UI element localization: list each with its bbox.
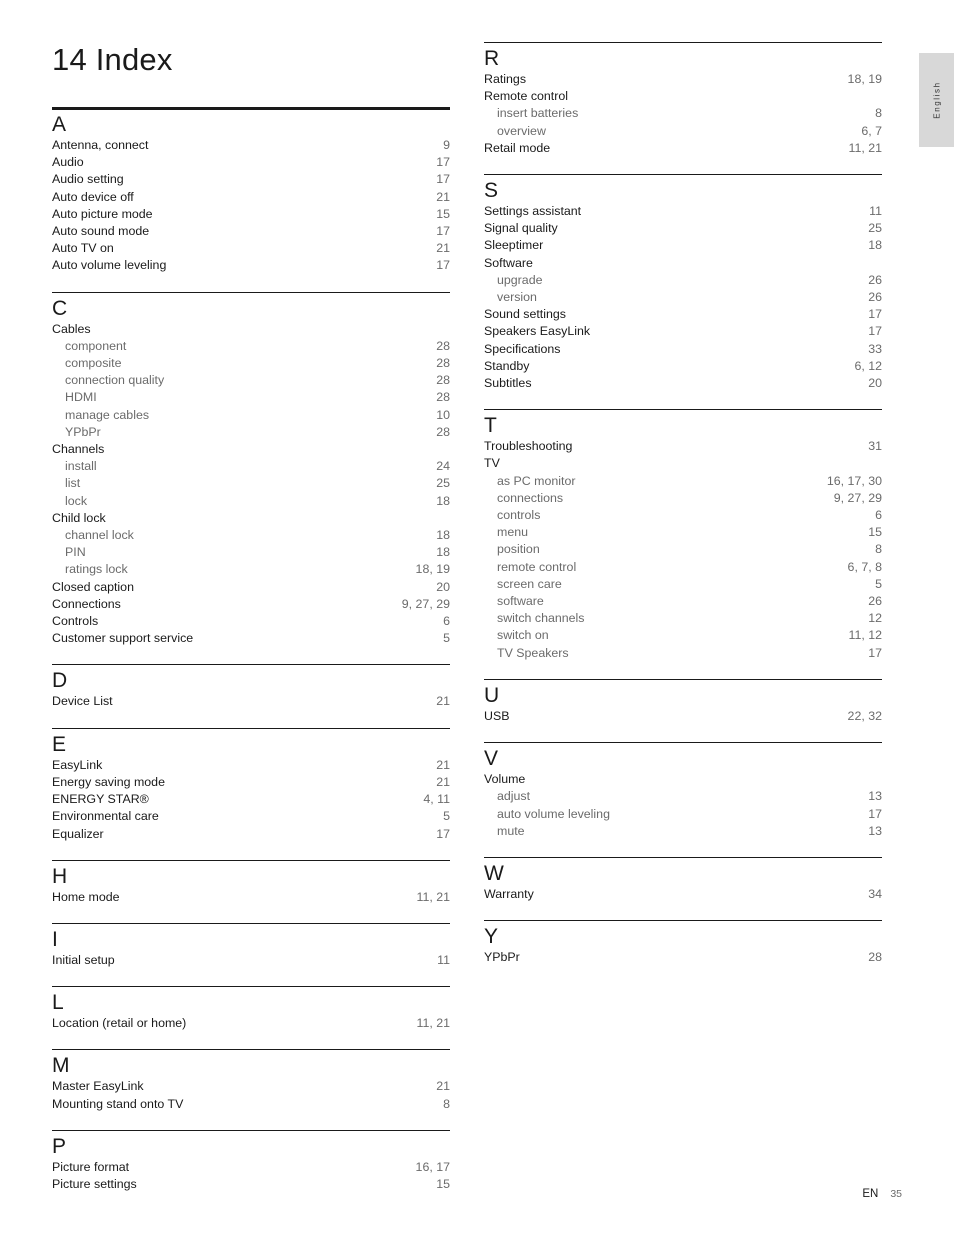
entry-label: Standby bbox=[484, 358, 530, 373]
entry-pages: 18 bbox=[868, 238, 882, 253]
index-entry bbox=[52, 1176, 450, 1193]
index-subentry bbox=[484, 473, 882, 490]
index-entry bbox=[484, 237, 882, 254]
index-entry bbox=[52, 206, 450, 223]
entry-pages: 31 bbox=[868, 439, 882, 454]
entry-label: Antenna, connect bbox=[52, 138, 149, 152]
entry-label: Troubleshooting bbox=[484, 439, 573, 454]
entry-label: menu bbox=[497, 525, 528, 540]
section-letter: U bbox=[484, 683, 500, 707]
index-subentry bbox=[484, 507, 882, 524]
index-entry bbox=[52, 774, 450, 791]
entry-pages: 17 bbox=[436, 258, 450, 273]
index-entry bbox=[484, 323, 882, 340]
entry-label: connection quality bbox=[65, 373, 165, 388]
entry-pages: 33 bbox=[868, 341, 882, 356]
index-section-u bbox=[484, 679, 882, 725]
entry-pages: 22, 32 bbox=[847, 708, 882, 723]
entry-pages: 11, 21 bbox=[416, 1016, 450, 1031]
index-entry bbox=[484, 358, 882, 375]
entry-label: Warranty bbox=[484, 886, 534, 901]
entry-pages: 26 bbox=[868, 594, 882, 609]
entry-label: Connections bbox=[52, 596, 121, 611]
entry-pages: 9, 27, 29 bbox=[833, 490, 882, 505]
entry-label: controls bbox=[497, 508, 541, 523]
entry-label: Customer support service bbox=[52, 631, 194, 646]
index-entry bbox=[52, 510, 450, 527]
entry-label: channel lock bbox=[65, 528, 134, 543]
entry-pages: 17 bbox=[868, 806, 882, 821]
entry-label: remote control bbox=[497, 559, 577, 574]
entry-pages: 6, 12 bbox=[854, 358, 882, 373]
index-section-l bbox=[52, 986, 450, 1032]
index-subentry bbox=[484, 593, 882, 610]
entry-label: Signal quality bbox=[484, 221, 558, 236]
entry-label: manage cables bbox=[65, 407, 150, 422]
index-entry bbox=[52, 613, 450, 630]
entry-label: auto volume leveling bbox=[497, 806, 610, 821]
index-section-e bbox=[52, 728, 450, 843]
index-subentry bbox=[52, 407, 450, 424]
index-entry bbox=[484, 220, 882, 237]
entry-label: install bbox=[65, 459, 97, 474]
index-entry bbox=[484, 71, 882, 88]
entry-label: Software bbox=[484, 255, 533, 270]
index-entry bbox=[52, 223, 450, 240]
index-entry bbox=[484, 771, 882, 788]
index-entry bbox=[52, 952, 450, 969]
entry-label: Ratings bbox=[484, 72, 527, 86]
index-subentry bbox=[52, 493, 450, 510]
index-entry bbox=[484, 341, 882, 358]
entry-label: Child lock bbox=[52, 510, 106, 525]
index-entry bbox=[484, 88, 882, 105]
entry-label: TV bbox=[484, 456, 500, 471]
entry-pages: 11, 12 bbox=[848, 628, 882, 643]
entry-pages: 15 bbox=[436, 206, 450, 221]
section-letter: M bbox=[52, 1054, 70, 1078]
entry-label: Home mode bbox=[52, 889, 120, 904]
entry-label: Device List bbox=[52, 694, 113, 709]
entry-pages: 13 bbox=[868, 823, 882, 838]
entry-pages: 5 bbox=[443, 631, 450, 646]
entry-label: Auto device off bbox=[52, 189, 134, 204]
index-subentry bbox=[52, 458, 450, 475]
index-subentry bbox=[484, 559, 882, 576]
index-subentry bbox=[484, 105, 882, 122]
entry-label: Specifications bbox=[484, 341, 561, 356]
entry-label: Master EasyLink bbox=[52, 1079, 144, 1094]
index-section-y bbox=[484, 920, 882, 966]
entry-label: Location (retail or home) bbox=[52, 1016, 187, 1031]
page-footer bbox=[862, 1188, 902, 1200]
index-entry bbox=[52, 189, 450, 206]
page-title: 14 Index bbox=[52, 42, 173, 77]
index-subentry bbox=[484, 123, 882, 140]
index-entry bbox=[52, 693, 450, 710]
entry-label: overview bbox=[497, 123, 546, 138]
index-subentry bbox=[52, 355, 450, 372]
entry-label: mute bbox=[497, 823, 525, 838]
entry-pages: 28 bbox=[436, 356, 450, 371]
section-letter: C bbox=[52, 296, 68, 320]
entry-pages: 6, 7, 8 bbox=[847, 559, 882, 574]
index-section-v bbox=[484, 742, 882, 840]
entry-label: Environmental care bbox=[52, 809, 159, 824]
entry-pages: 5 bbox=[443, 809, 450, 824]
entry-label: composite bbox=[65, 356, 122, 371]
entry-label: Equalizer bbox=[52, 826, 104, 841]
entry-pages: 20 bbox=[436, 579, 450, 594]
index-subentry bbox=[52, 475, 450, 492]
entry-pages: 11, 21 bbox=[848, 140, 882, 155]
index-entry bbox=[52, 137, 450, 154]
entry-pages: 6, 7 bbox=[861, 123, 882, 138]
index-entry bbox=[484, 375, 882, 392]
index-section-p bbox=[52, 1130, 450, 1193]
index-entry bbox=[484, 949, 882, 966]
section-letter: Y bbox=[484, 925, 499, 949]
index-entry bbox=[484, 438, 882, 455]
entry-pages: 21 bbox=[436, 774, 450, 789]
index-subentry bbox=[484, 788, 882, 805]
index-section-a bbox=[52, 107, 450, 275]
index-subentry bbox=[52, 544, 450, 561]
entry-pages: 21 bbox=[436, 1079, 450, 1094]
section-letter: R bbox=[484, 47, 500, 70]
index-section-i bbox=[52, 923, 450, 969]
index-entry bbox=[52, 808, 450, 825]
entry-label: YPbPr bbox=[65, 424, 101, 439]
index-entry bbox=[484, 203, 882, 220]
entry-label: EasyLink bbox=[52, 757, 103, 772]
section-letter: V bbox=[484, 747, 499, 771]
footer-language: EN bbox=[862, 1188, 879, 1200]
entry-pages: 28 bbox=[436, 390, 450, 405]
entry-label: Auto sound mode bbox=[52, 224, 150, 239]
entry-label: Picture format bbox=[52, 1159, 130, 1174]
section-letter: P bbox=[52, 1134, 67, 1158]
entry-pages: 18, 19 bbox=[415, 562, 450, 577]
entry-label: YPbPr bbox=[484, 950, 520, 965]
index-subentry bbox=[484, 576, 882, 593]
index-entry bbox=[52, 240, 450, 257]
index-subentry bbox=[52, 338, 450, 355]
entry-label: position bbox=[497, 542, 540, 557]
index-subentry bbox=[52, 424, 450, 441]
entry-pages: 25 bbox=[436, 476, 450, 491]
entry-label: ratings lock bbox=[65, 562, 128, 577]
entry-label: adjust bbox=[497, 789, 531, 804]
entry-label: as PC monitor bbox=[497, 473, 576, 488]
index-entry bbox=[52, 889, 450, 906]
entry-label: Mounting stand onto TV bbox=[52, 1096, 184, 1111]
entry-label: Audio setting bbox=[52, 172, 124, 187]
entry-label: Initial setup bbox=[52, 952, 115, 967]
index-subentry bbox=[484, 541, 882, 558]
index-entry bbox=[52, 321, 450, 338]
entry-pages: 26 bbox=[868, 290, 882, 305]
section-letter: S bbox=[484, 179, 499, 203]
entry-label: Volume bbox=[484, 772, 526, 787]
index-entry bbox=[484, 455, 882, 472]
entry-pages: 21 bbox=[436, 757, 450, 772]
entry-label: Channels bbox=[52, 442, 105, 457]
index-entry bbox=[484, 140, 882, 157]
entry-pages: 10 bbox=[436, 407, 450, 422]
entry-label: TV Speakers bbox=[497, 645, 569, 660]
entry-label: Sleeptimer bbox=[484, 238, 544, 253]
entry-label: Closed caption bbox=[52, 579, 134, 594]
entry-pages: 8 bbox=[875, 542, 882, 557]
index-entry bbox=[484, 255, 882, 272]
index-entry bbox=[52, 630, 450, 647]
section-letter: H bbox=[52, 864, 68, 888]
entry-pages: 17 bbox=[868, 324, 882, 339]
index-column-right bbox=[484, 42, 882, 983]
entry-pages: 5 bbox=[875, 576, 882, 591]
entry-label: upgrade bbox=[497, 272, 543, 287]
entry-label: Sound settings bbox=[484, 307, 566, 322]
language-side-tab-label: English bbox=[932, 81, 941, 119]
entry-pages: 16, 17, 30 bbox=[826, 473, 882, 488]
page-number: 35 bbox=[890, 1188, 902, 1200]
index-subentry bbox=[484, 806, 882, 823]
entry-pages: 6 bbox=[875, 508, 882, 523]
entry-label: Auto TV on bbox=[52, 241, 114, 256]
index-subentry bbox=[484, 289, 882, 306]
index-subentry bbox=[484, 490, 882, 507]
index-subentry bbox=[52, 527, 450, 544]
entry-label: Retail mode bbox=[484, 140, 551, 155]
entry-pages: 11 bbox=[437, 952, 450, 967]
entry-label: Picture settings bbox=[52, 1176, 137, 1191]
entry-pages: 6 bbox=[443, 614, 450, 629]
entry-pages: 26 bbox=[868, 272, 882, 287]
index-subentry bbox=[484, 627, 882, 644]
index-section-s bbox=[484, 174, 882, 392]
section-letter: L bbox=[52, 991, 64, 1015]
index-section-h bbox=[52, 860, 450, 906]
entry-label: software bbox=[497, 594, 544, 609]
entry-label: Auto picture mode bbox=[52, 206, 153, 221]
index-entry bbox=[52, 791, 450, 808]
entry-pages: 15 bbox=[868, 525, 882, 540]
index-entry bbox=[484, 886, 882, 903]
section-letter: T bbox=[484, 414, 497, 438]
entry-pages: 28 bbox=[436, 373, 450, 388]
entry-pages: 34 bbox=[868, 886, 882, 901]
entry-pages: 8 bbox=[443, 1096, 450, 1111]
entry-pages: 18 bbox=[436, 528, 450, 543]
entry-pages: 8 bbox=[875, 106, 882, 121]
index-subentry bbox=[484, 823, 882, 840]
entry-pages: 17 bbox=[868, 307, 882, 322]
index-entry bbox=[484, 306, 882, 323]
entry-label: lock bbox=[65, 493, 88, 508]
index-entry bbox=[52, 1096, 450, 1113]
entry-pages: 21 bbox=[436, 694, 450, 709]
index-entry bbox=[52, 596, 450, 613]
entry-label: insert batteries bbox=[497, 106, 579, 121]
entry-pages: 17 bbox=[868, 645, 882, 660]
entry-label: Speakers EasyLink bbox=[484, 324, 591, 339]
index-subentry bbox=[484, 272, 882, 289]
entry-pages: 11 bbox=[869, 204, 882, 219]
entry-label: connections bbox=[497, 490, 564, 505]
entry-pages: 9, 27, 29 bbox=[401, 596, 450, 611]
entry-pages: 17 bbox=[436, 172, 450, 187]
index-subentry bbox=[484, 610, 882, 627]
entry-label: Remote control bbox=[484, 89, 569, 104]
entry-label: Auto volume leveling bbox=[52, 258, 167, 273]
index-entry bbox=[52, 171, 450, 188]
entry-pages: 28 bbox=[868, 950, 882, 965]
entry-pages: 16, 17 bbox=[415, 1159, 450, 1174]
entry-pages: 17 bbox=[436, 826, 450, 841]
entry-label: component bbox=[65, 338, 127, 353]
index-entry bbox=[52, 154, 450, 171]
index-section-w bbox=[484, 857, 882, 903]
entry-label: Cables bbox=[52, 321, 91, 336]
index-subentry bbox=[52, 561, 450, 578]
entry-label: switch channels bbox=[497, 611, 585, 626]
entry-pages: 18, 19 bbox=[847, 72, 882, 86]
entry-pages: 20 bbox=[868, 376, 882, 391]
index-entry bbox=[52, 257, 450, 274]
entry-pages: 4, 11 bbox=[423, 792, 450, 807]
entry-pages: 18 bbox=[436, 545, 450, 560]
entry-pages: 21 bbox=[436, 241, 450, 256]
entry-pages: 18 bbox=[436, 493, 450, 508]
index-section-t bbox=[484, 409, 882, 662]
index-entry bbox=[52, 579, 450, 596]
entry-label: HDMI bbox=[65, 390, 97, 405]
index-entry bbox=[52, 1015, 450, 1032]
index-column-left bbox=[52, 107, 450, 1210]
entry-pages: 24 bbox=[436, 459, 450, 474]
entry-label: list bbox=[65, 476, 81, 491]
index-section-c bbox=[52, 292, 450, 648]
entry-label: Settings assistant bbox=[484, 204, 582, 219]
entry-pages: 13 bbox=[868, 789, 882, 804]
section-letter: A bbox=[52, 113, 67, 136]
entry-pages: 9 bbox=[443, 138, 450, 152]
index-entry bbox=[484, 708, 882, 725]
section-letter: E bbox=[52, 732, 67, 756]
entry-label: switch on bbox=[497, 628, 549, 643]
entry-label: Audio bbox=[52, 155, 84, 170]
section-letter: I bbox=[52, 927, 58, 951]
entry-label: PIN bbox=[65, 545, 86, 560]
entry-label: Subtitles bbox=[484, 376, 532, 391]
entry-label: Controls bbox=[52, 614, 99, 629]
index-entry bbox=[52, 826, 450, 843]
index-subentry bbox=[484, 524, 882, 541]
index-section-r bbox=[484, 42, 882, 157]
entry-pages: 28 bbox=[436, 338, 450, 353]
index-subentry bbox=[484, 645, 882, 662]
index-subentry bbox=[52, 389, 450, 406]
index-entry bbox=[52, 1078, 450, 1095]
index-entry bbox=[52, 441, 450, 458]
entry-label: version bbox=[497, 290, 537, 305]
entry-pages: 11, 21 bbox=[416, 889, 450, 904]
entry-label: ENERGY STAR® bbox=[52, 792, 149, 807]
entry-pages: 25 bbox=[868, 221, 882, 236]
index-subentry bbox=[52, 372, 450, 389]
index-entry bbox=[52, 757, 450, 774]
entry-label: USB bbox=[484, 708, 510, 723]
entry-pages: 17 bbox=[436, 155, 450, 170]
entry-pages: 21 bbox=[436, 189, 450, 204]
entry-label: screen care bbox=[497, 576, 562, 591]
entry-pages: 28 bbox=[436, 424, 450, 439]
entry-pages: 15 bbox=[436, 1176, 450, 1191]
index-section-d bbox=[52, 664, 450, 710]
entry-label: Energy saving mode bbox=[52, 774, 165, 789]
section-letter: D bbox=[52, 669, 68, 693]
index-section-m bbox=[52, 1049, 450, 1112]
entry-pages: 12 bbox=[868, 611, 882, 626]
entry-pages: 17 bbox=[436, 224, 450, 239]
language-side-tab bbox=[919, 53, 954, 147]
index-entry bbox=[52, 1159, 450, 1176]
section-letter: W bbox=[484, 861, 504, 885]
